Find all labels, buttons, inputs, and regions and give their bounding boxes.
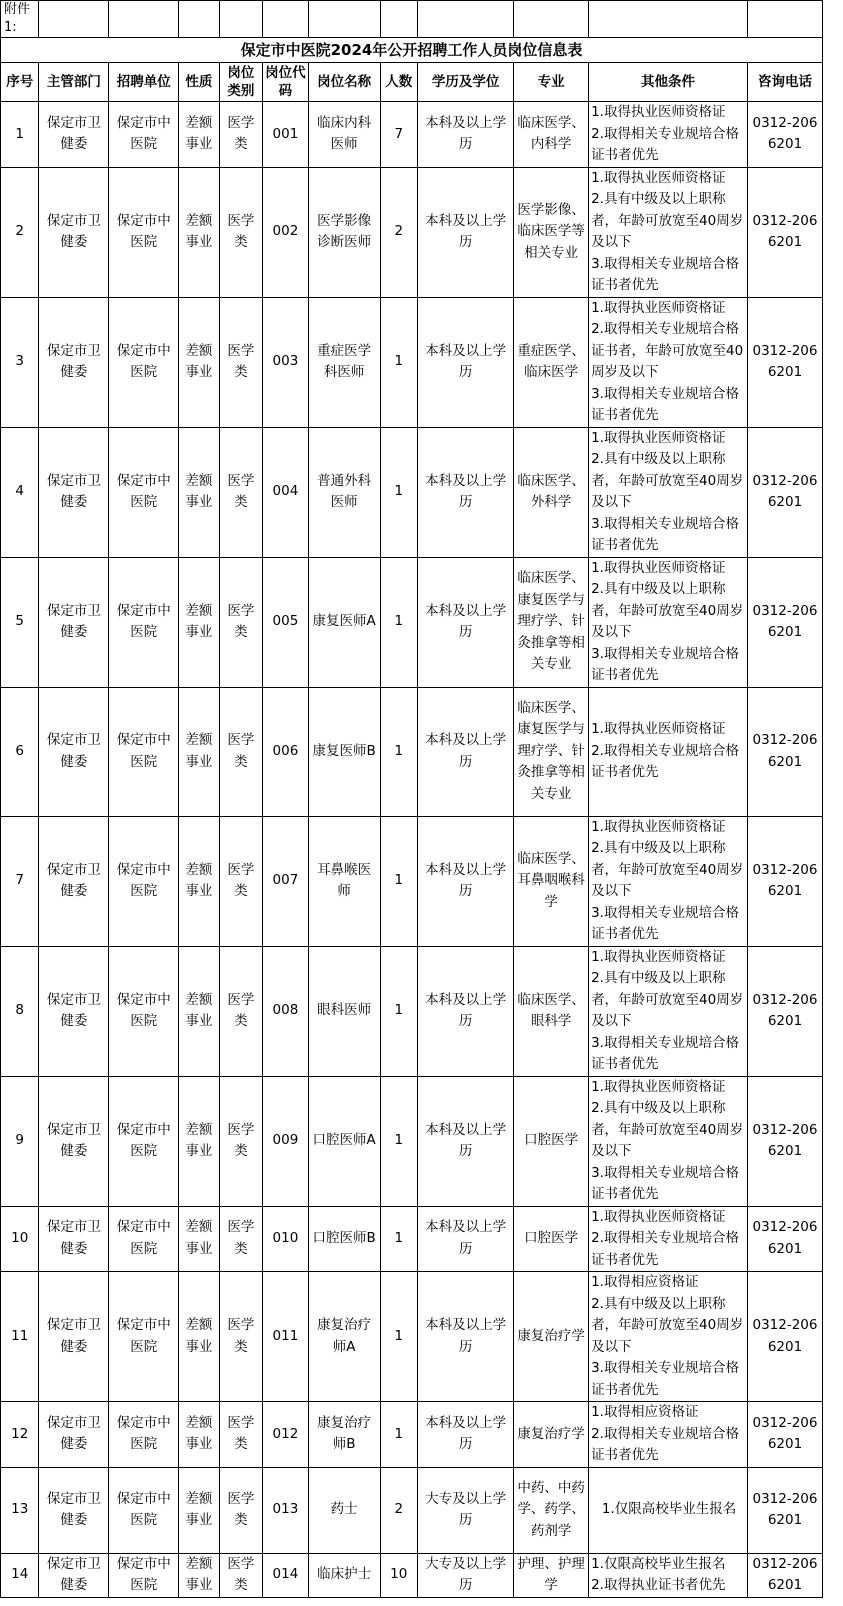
cell-code: 009 <box>263 1076 309 1206</box>
cell-nature: 差额事业 <box>179 297 219 427</box>
cell-category: 医学类 <box>219 102 263 168</box>
cell-count: 1 <box>380 1402 417 1468</box>
cell-position: 口腔医师B <box>308 1206 380 1272</box>
table-row <box>1 557 823 687</box>
cell-count: 1 <box>380 297 417 427</box>
cell-unit: 保定市中医院 <box>109 102 179 168</box>
cell-category: 医学类 <box>219 557 263 687</box>
cell-serial: 2 <box>1 167 39 297</box>
cell-position: 口腔医师A <box>308 1076 380 1206</box>
cell-unit: 保定市中医院 <box>109 816 179 946</box>
cell-position: 临床护士 <box>308 1553 380 1597</box>
cell-major: 医学影像、临床医学等相关专业 <box>514 167 589 297</box>
cell-code: 008 <box>263 946 309 1076</box>
cell-code: 001 <box>263 102 309 168</box>
cell-nature: 差额事业 <box>179 946 219 1076</box>
cell-education: 本科及以上学历 <box>418 816 514 946</box>
cell-serial: 1 <box>1 102 39 168</box>
cell-phone: 0312-2066201 <box>747 1467 822 1553</box>
condition-line: 2.具有中级及以上职称者，年龄可放宽至40周岁及以下 <box>591 970 744 1029</box>
condition-line: 2.取得相关专业规培合格证书者优先 <box>591 742 739 781</box>
cell-nature: 差额事业 <box>179 427 219 557</box>
cell-count: 10 <box>380 1553 417 1597</box>
cell-unit: 保定市中医院 <box>109 427 179 557</box>
cell-phone: 0312-2066201 <box>747 1272 822 1402</box>
cell-conditions <box>589 816 748 946</box>
cell-serial: 13 <box>1 1467 39 1553</box>
header-conditions: 其他条件 <box>589 63 748 102</box>
table-row <box>1 1402 823 1468</box>
header-count: 人数 <box>380 63 417 102</box>
cell-major: 临床医学、外科学 <box>514 427 589 557</box>
header-serial: 序号 <box>1 63 39 102</box>
cell-category: 医学类 <box>219 1076 263 1206</box>
cell-education: 本科及以上学历 <box>418 1076 514 1206</box>
cell-category: 医学类 <box>219 1553 263 1597</box>
empty-cell <box>219 1 263 38</box>
cell-serial: 9 <box>1 1076 39 1206</box>
cell-category: 医学类 <box>219 427 263 557</box>
cell-major: 康复治疗学 <box>514 1272 589 1402</box>
cell-nature: 差额事业 <box>179 557 219 687</box>
cell-serial: 10 <box>1 1206 39 1272</box>
cell-unit: 保定市中医院 <box>109 1272 179 1402</box>
header-unit: 招聘单位 <box>109 63 179 102</box>
cell-phone: 0312-2066201 <box>747 557 822 687</box>
empty-cell <box>263 1 309 38</box>
table-row <box>1 687 823 816</box>
cell-code: 006 <box>263 687 309 816</box>
cell-nature: 差额事业 <box>179 102 219 168</box>
cell-position: 医学影像诊断医师 <box>308 167 380 297</box>
cell-serial: 14 <box>1 1553 39 1597</box>
cell-phone: 0312-2066201 <box>747 1402 822 1468</box>
header-nature: 性质 <box>179 63 219 102</box>
table-row <box>1 427 823 557</box>
cell-phone: 0312-2066201 <box>747 1206 822 1272</box>
cell-position: 重症医学科医师 <box>308 297 380 427</box>
cell-major: 临床医学、康复医学与理疗学、针灸推拿等相关专业 <box>514 687 589 816</box>
cell-conditions <box>589 102 748 168</box>
cell-serial: 7 <box>1 816 39 946</box>
condition-line: 2.取得相关专业规培合格证书者优先 <box>591 125 739 163</box>
table-row <box>1 102 823 168</box>
cell-unit: 保定市中医院 <box>109 297 179 427</box>
condition-line: 3.取得相关专业规培合格证书者优先 <box>591 645 739 683</box>
cell-major: 临床医学、眼科学 <box>514 946 589 1076</box>
cell-conditions <box>589 1206 748 1272</box>
cell-education: 本科及以上学历 <box>418 1206 514 1272</box>
cell-department: 保定市卫健委 <box>39 1553 109 1597</box>
table-row <box>1 1206 823 1272</box>
header-position: 岗位名称 <box>308 63 380 102</box>
cell-education: 本科及以上学历 <box>418 102 514 168</box>
cell-major: 康复治疗学 <box>514 1402 589 1468</box>
cell-nature: 差额事业 <box>179 687 219 816</box>
cell-unit: 保定市中医院 <box>109 1402 179 1468</box>
condition-line: 1.取得相应资格证 <box>591 1404 699 1420</box>
cell-nature: 差额事业 <box>179 1467 219 1553</box>
cell-serial: 3 <box>1 297 39 427</box>
condition-line: 1.取得相应资格证 <box>591 1274 699 1290</box>
empty-cell <box>179 1 219 38</box>
condition-line: 2.具有中级及以上职称者，年龄可放宽至40周岁及以下 <box>591 191 744 250</box>
cell-position: 康复医师B <box>308 687 380 816</box>
cell-nature: 差额事业 <box>179 816 219 946</box>
condition-line: 2.具有中级及以上职称者，年龄可放宽至40周岁及以下 <box>591 1295 744 1355</box>
cell-position: 康复医师A <box>308 557 380 687</box>
cell-serial: 8 <box>1 946 39 1076</box>
cell-serial: 4 <box>1 427 39 557</box>
header-category: 岗位类别 <box>219 63 263 102</box>
cell-position: 普通外科医师 <box>308 427 380 557</box>
condition-line: 3.取得相关专业规培合格证书者优先 <box>591 385 739 423</box>
cell-unit: 保定市中医院 <box>109 687 179 816</box>
cell-category: 医学类 <box>219 816 263 946</box>
table-row <box>1 167 823 297</box>
cell-code: 004 <box>263 427 309 557</box>
cell-count: 1 <box>380 557 417 687</box>
cell-education: 本科及以上学历 <box>418 167 514 297</box>
cell-education: 大专及以上学历 <box>418 1553 514 1597</box>
table-title: 保定市中医院2024年公开招聘工作人员岗位信息表 <box>1 38 823 63</box>
cell-count: 1 <box>380 816 417 946</box>
cell-education: 大专及以上学历 <box>418 1467 514 1553</box>
cell-count: 1 <box>380 1272 417 1402</box>
condition-line: 2.取得执业证书者优先 <box>591 1577 726 1593</box>
cell-count: 2 <box>380 167 417 297</box>
cell-phone: 0312-2066201 <box>747 297 822 427</box>
condition-line: 1.取得执业医师资格证 <box>591 948 726 965</box>
cell-unit: 保定市中医院 <box>109 167 179 297</box>
cell-nature: 差额事业 <box>179 1272 219 1402</box>
table-row <box>1 946 823 1076</box>
condition-line: 2.取得相关专业规培合格证书者优先 <box>591 1425 739 1463</box>
cell-department: 保定市卫健委 <box>39 816 109 946</box>
table-row <box>1 1467 823 1553</box>
cell-category: 医学类 <box>219 1206 263 1272</box>
cell-unit: 保定市中医院 <box>109 557 179 687</box>
cell-category: 医学类 <box>219 687 263 816</box>
cell-conditions <box>589 946 748 1076</box>
cell-count: 1 <box>380 1076 417 1206</box>
cell-department: 保定市卫健委 <box>39 1206 109 1272</box>
cell-department: 保定市卫健委 <box>39 1076 109 1206</box>
header-code: 岗位代码 <box>263 63 309 102</box>
empty-cell <box>589 1 748 38</box>
cell-phone: 0312-2066201 <box>747 102 822 168</box>
table-row <box>1 1272 823 1402</box>
table-row <box>1 816 823 946</box>
cell-major: 临床医学、耳鼻咽喉科学 <box>514 816 589 946</box>
cell-category: 医学类 <box>219 946 263 1076</box>
cell-unit: 保定市中医院 <box>109 1467 179 1553</box>
condition-line: 2.具有中级及以上职称者，年龄可放宽至40周岁及以下 <box>591 840 744 899</box>
cell-code: 011 <box>263 1272 309 1402</box>
cell-major: 临床医学、内科学 <box>514 102 589 168</box>
condition-line: 2.具有中级及以上职称者，年龄可放宽至40周岁及以下 <box>591 1100 744 1159</box>
attachment-row <box>1 1 823 38</box>
table-row <box>1 297 823 427</box>
cell-conditions <box>589 1467 748 1553</box>
cell-conditions <box>589 1076 748 1206</box>
cell-nature: 差额事业 <box>179 1553 219 1597</box>
condition-line: 1.取得执业医师资格证 <box>591 1208 726 1225</box>
condition-line: 2.取得相关专业规培合格证书者优先 <box>591 1230 739 1268</box>
condition-line: 3.取得相关专业规培合格证书者优先 <box>591 1360 739 1398</box>
cell-education: 本科及以上学历 <box>418 557 514 687</box>
cell-code: 014 <box>263 1553 309 1597</box>
cell-major: 口腔医学 <box>514 1206 589 1272</box>
cell-category: 医学类 <box>219 167 263 297</box>
empty-cell <box>39 1 109 38</box>
cell-unit: 保定市中医院 <box>109 946 179 1076</box>
cell-department: 保定市卫健委 <box>39 427 109 557</box>
cell-department: 保定市卫健委 <box>39 1272 109 1402</box>
cell-category: 医学类 <box>219 297 263 427</box>
cell-position: 眼科医师 <box>308 946 380 1076</box>
condition-line: 2.取得相关专业规培合格证书者，年龄可放宽至40周岁及以下 <box>591 321 744 380</box>
condition-line: 3.取得相关专业规培合格证书者优先 <box>591 1034 739 1072</box>
condition-line: 1.取得执业医师资格证 <box>591 169 726 186</box>
cell-education: 本科及以上学历 <box>418 687 514 816</box>
cell-conditions <box>589 1402 748 1468</box>
table-row <box>1 1076 823 1206</box>
cell-code: 005 <box>263 557 309 687</box>
cell-phone: 0312-2066201 <box>747 1076 822 1206</box>
cell-education: 本科及以上学历 <box>418 1272 514 1402</box>
condition-line: 2.具有中级及以上职称者，年龄可放宽至40周岁及以下 <box>591 581 744 640</box>
condition-line: 1.取得执业医师资格证 <box>591 299 726 316</box>
cell-serial: 5 <box>1 557 39 687</box>
condition-line: 3.取得相关专业规培合格证书者优先 <box>591 1164 739 1202</box>
cell-nature: 差额事业 <box>179 167 219 297</box>
cell-conditions <box>589 557 748 687</box>
condition-line: 3.取得相关专业规培合格证书者优先 <box>591 904 739 942</box>
cell-conditions <box>589 687 748 816</box>
cell-phone: 0312-2066201 <box>747 816 822 946</box>
cell-category: 医学类 <box>219 1272 263 1402</box>
cell-phone: 0312-2066201 <box>747 167 822 297</box>
cell-count: 1 <box>380 946 417 1076</box>
cell-position: 耳鼻喉医师 <box>308 816 380 946</box>
title-row <box>1 38 823 63</box>
cell-unit: 保定市中医院 <box>109 1206 179 1272</box>
condition-line: 1.取得执业医师资格证 <box>591 818 726 835</box>
cell-department: 保定市卫健委 <box>39 297 109 427</box>
cell-conditions <box>589 1272 748 1402</box>
cell-department: 保定市卫健委 <box>39 557 109 687</box>
condition-line: 3.取得相关专业规培合格证书者优先 <box>591 255 739 293</box>
cell-unit: 保定市中医院 <box>109 1553 179 1597</box>
header-phone: 咨询电话 <box>747 63 822 102</box>
cell-serial: 6 <box>1 687 39 816</box>
empty-cell <box>308 1 380 38</box>
cell-position: 康复治疗师A <box>308 1272 380 1402</box>
cell-major: 护理、护理学 <box>514 1553 589 1597</box>
condition-line: 1.仅限高校毕业生报名 <box>591 1555 726 1572</box>
cell-unit: 保定市中医院 <box>109 1076 179 1206</box>
condition-line: 2.具有中级及以上职称者，年龄可放宽至40周岁及以下 <box>591 451 744 510</box>
condition-line: 1.取得执业医师资格证 <box>591 721 726 738</box>
cell-phone: 0312-2066201 <box>747 946 822 1076</box>
cell-conditions <box>589 297 748 427</box>
cell-code: 010 <box>263 1206 309 1272</box>
cell-count: 1 <box>380 687 417 816</box>
header-department: 主管部门 <box>39 63 109 102</box>
condition-line: 1.仅限高校毕业生报名 <box>601 1501 737 1518</box>
cell-code: 007 <box>263 816 309 946</box>
cell-nature: 差额事业 <box>179 1206 219 1272</box>
cell-count: 7 <box>380 102 417 168</box>
cell-position: 康复治疗师B <box>308 1402 380 1468</box>
header-education: 学历及学位 <box>418 63 514 102</box>
header-row <box>1 63 823 102</box>
empty-cell <box>380 1 417 38</box>
cell-department: 保定市卫健委 <box>39 687 109 816</box>
table-row <box>1 1553 823 1597</box>
cell-major: 临床医学、康复医学与理疗学、针灸推拿等相关专业 <box>514 557 589 687</box>
cell-code: 003 <box>263 297 309 427</box>
cell-education: 本科及以上学历 <box>418 1402 514 1468</box>
cell-phone: 0312-2066201 <box>747 687 822 816</box>
cell-major: 重症医学、临床医学 <box>514 297 589 427</box>
cell-education: 本科及以上学历 <box>418 297 514 427</box>
cell-conditions <box>589 1553 748 1597</box>
cell-count: 1 <box>380 427 417 557</box>
cell-count: 1 <box>380 1206 417 1272</box>
cell-serial: 11 <box>1 1272 39 1402</box>
empty-cell <box>747 1 822 38</box>
condition-line: 1.取得执业医师资格证 <box>591 1078 726 1095</box>
cell-department: 保定市卫健委 <box>39 1402 109 1468</box>
cell-position: 临床内科医师 <box>308 102 380 168</box>
condition-line: 3.取得相关专业规培合格证书者优先 <box>591 515 739 553</box>
cell-category: 医学类 <box>219 1467 263 1553</box>
cell-education: 本科及以上学历 <box>418 946 514 1076</box>
cell-code: 002 <box>263 167 309 297</box>
cell-department: 保定市卫健委 <box>39 946 109 1076</box>
condition-line: 1.取得执业医师资格证 <box>591 429 726 446</box>
attachment-label: 附件1: <box>1 1 39 38</box>
header-major: 专业 <box>514 63 589 102</box>
cell-code: 013 <box>263 1467 309 1553</box>
cell-position: 药士 <box>308 1467 380 1553</box>
cell-phone: 0312-2066201 <box>747 1553 822 1597</box>
cell-department: 保定市卫健委 <box>39 167 109 297</box>
cell-phone: 0312-2066201 <box>747 427 822 557</box>
cell-nature: 差额事业 <box>179 1076 219 1206</box>
cell-department: 保定市卫健委 <box>39 102 109 168</box>
cell-count: 2 <box>380 1467 417 1553</box>
cell-department: 保定市卫健委 <box>39 1467 109 1553</box>
condition-line: 1.取得执业医师资格证 <box>591 104 726 120</box>
cell-nature: 差额事业 <box>179 1402 219 1468</box>
cell-education: 本科及以上学历 <box>418 427 514 557</box>
empty-cell <box>418 1 514 38</box>
cell-category: 医学类 <box>219 1402 263 1468</box>
empty-cell <box>109 1 179 38</box>
cell-code: 012 <box>263 1402 309 1468</box>
condition-line: 1.取得执业医师资格证 <box>591 559 726 576</box>
cell-conditions <box>589 167 748 297</box>
empty-cell <box>514 1 589 38</box>
cell-major: 口腔医学 <box>514 1076 589 1206</box>
cell-major: 中药、中药学、药学、药剂学 <box>514 1467 589 1553</box>
cell-conditions <box>589 427 748 557</box>
cell-serial: 12 <box>1 1402 39 1468</box>
